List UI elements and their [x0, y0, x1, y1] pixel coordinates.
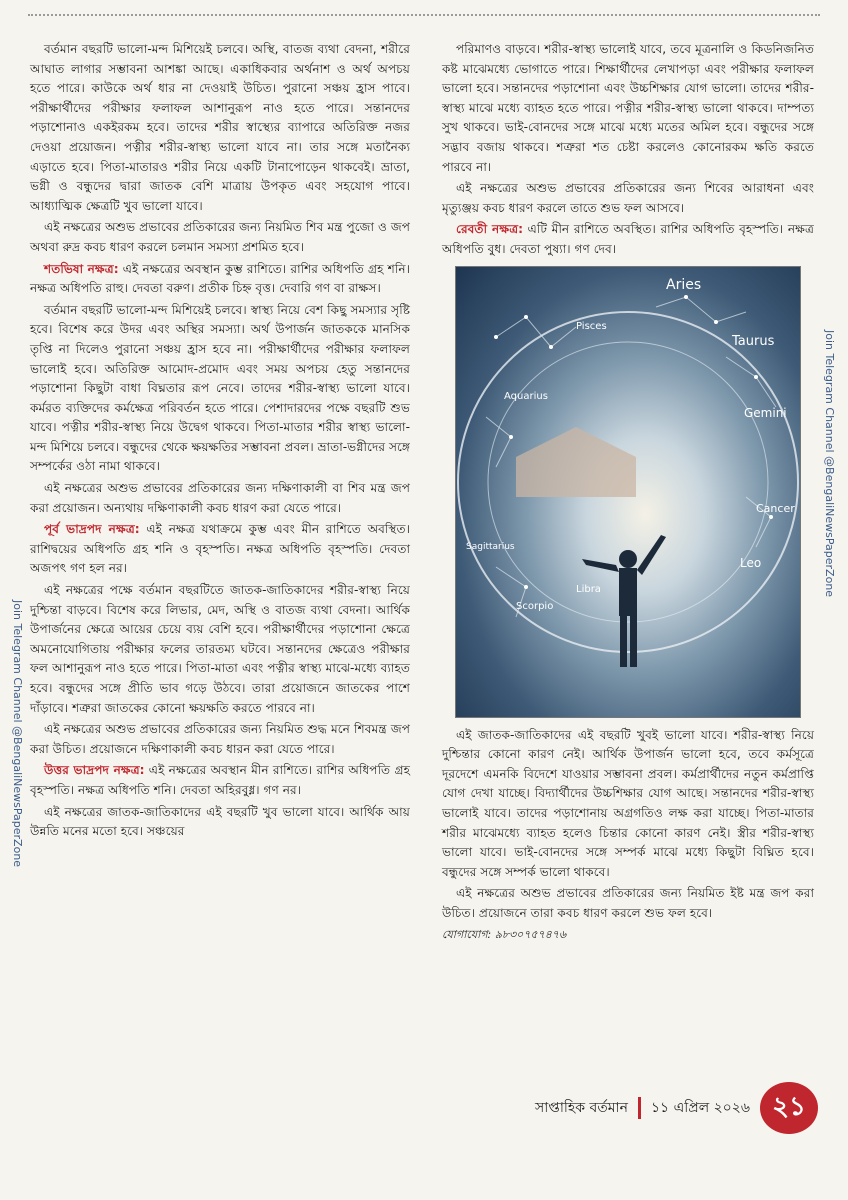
magazine-name: সাপ্তাহিক বর্তমান [535, 1100, 628, 1116]
paragraph-text: এই নক্ষত্রের অবস্থান মীন রাশিতে। রাশির অধিপতি গ্রহ বৃহস্পতি। নক্ষত্র অধিপতি শনি। দেবতা অহিরবুধ্ন। গণ নর। [30, 763, 410, 797]
zodiac-art [456, 267, 800, 717]
label-taurus: Taurus [732, 333, 775, 349]
paragraph [30, 520, 410, 579]
silhouette-person [582, 535, 666, 667]
paragraph: বর্তমান বছরটি ভালো-মন্দ মিশিয়েই চলবে। স্বাস্থ্য নিয়ে বেশ কিছু সমস্যার সৃষ্টি হবে। বিশেষ করে উদর এবং অস্থির সমস্যা। অর্থ উপার্জন জাতককে মানসিক তৃপ্তি না দিলেও পুরানো সঞ্চয় হ্রাস হবে না। পরীক্ষার্থীদের পরীক্ষার ফলাফল ভালোই হবে। অতিরিক্ত আমোদ-প্রমোদ এবং সময় অপচয় হেতু সন্তানদের পড়াশোনা কিছুটা বাধা বিঘ্নতার রূপ নেবে। তাদের শরীর-স্বাস্থ্য ভালো যাবে। কর্মরত ব্যক্তিদের কর্মক্ষেত্র পরিবর্তন হতে পারে। পেশাদারদের পক্ষে বছরটি শুভ যাবে। পত্নীর শরীর-স্বাস্থ্য নিয়ে উদ্বেগ থাকবে। পিতা-মাতার শরীর স্বাস্থ্য ভালো-মন্দ মিশিয়ে চলবে। বন্ধুদের থেকে ক্ষয়ক্ষতির সম্ভাবনা প্রবল। ভ্রাতা-ভগ্নীদের সঙ্গে সম্পর্কের ওঠা নামা থাকবে। [30, 302, 410, 474]
paragraph: বর্তমান বছরটি ভালো-মন্দ মিশিয়েই চলবে। অস্থি, বাতজ ব্যথা বেদনা, শরীরে আঘাত লাগার সম্ভাবনা আশঙ্কা আছে। একাধিকবার অর্থনাশ ও অর্থ অপচয় হতে পারে। কাউকে অর্থ ধার না দেওয়াই উচিত। পুরানো সঞ্চয় হ্রাস পাবে। পরীক্ষার্থীদের পরীক্ষার ফলাফল আশানুরূপ নাও হতে পারে। সন্তানদের পড়াশোনাও একইরকম হবে। তাদের শরীর স্বাস্থ্যের ব্যাপারে অতিরিক্ত নজর দেওয়া প্রয়োজন। পত্নীর শরীর-স্বাস্থ্য ভালো যাবে না। তার সঙ্গে মতানৈক্য এড়াতে হবে। পিতা-মাতারও শরীর নিয়ে একটি টানাপোড়েন থাকবেই। ভ্রাতা, ভগ্নী ও বন্ধুদের দ্বারা জাতক বেশি মাত্রায় উপকৃত এবং সহযোগ পাবে। আধ্যাত্মিক ক্ষেত্রটি খুব ভালো যাবে। [30, 42, 411, 213]
subheading-purva-bhadrapada: পূর্ব ভাদ্রপদ নক্ষত্র: [44, 522, 140, 537]
paragraph-text: এটি মীন রাশিতে অবস্থিত। রাশির অধিপতি বৃহস্পতি। নক্ষত্র অধিপতি বুধ। দেবতা পুষ্যা। গণ দেব। [442, 222, 814, 256]
side-watermark-left: Join Telegram Channel @BengaliNewsPaperZone [11, 600, 24, 868]
paragraph [442, 220, 814, 259]
paragraph: এই নক্ষত্রের অশুভ প্রভাবের প্রতিকারের জন্য শিবের আরাধনা এবং মৃত্যুঞ্জয় কবচ ধারণ করলে তাতে শুভ ফল আসবে। [442, 181, 814, 215]
side-watermark-right: Join Telegram Channel @BengaliNewsPaperZone [823, 330, 836, 598]
paragraph-text: এই নক্ষত্র যথাক্রমে কুম্ভ এবং মীন রাশিতে অবস্থিত। রাশিদ্বয়ের অধিপতি গ্রহ শনি ও বৃহস্পতি। নক্ষত্র অধিপতি বৃহস্পতি। দেবতা অজপৎ গণ হল নর। [30, 522, 410, 576]
paragraph: এই জাতক-জাতিকাদের এই বছরটি খুবই ভালো যাবে। শরীর-স্বাস্থ্য নিয়ে দুশ্চিন্তার কোনো কারণ নেই। আর্থিক উপার্জন ভালো হবে, তবে কর্মসূত্রে দূরদেশে এমনকি বিদেশে যাওয়ার সম্ভাবনা প্রবল। কর্মপ্রার্থীদের নতুন কর্মপ্রাপ্তি যোগ দেখা যাচ্ছে। বিদ্যার্থীদের উচ্চশিক্ষার যোগ আছে। সন্তানদের শরীর-স্বাস্থ্য ভালোই যাবে। তাদের পড়াশোনায় অগ্রগতিও লক্ষ করা যাচ্ছে। পিতা-মাতার শরীর মাঝেমধ্যে ব্যাহত হলেও চিন্তার কোনো কারণ নেই। স্ত্রীর শরীর-স্বাস্থ্য ভালো যাবে। ভাই-বোনদের সঙ্গে সম্পর্ক মাঝে মধ্যে কিছুটা বিঘ্নিত হবে। বন্ধুদের সঙ্গে সম্পর্ক ভালো থাকবে। [442, 727, 814, 879]
subheading-uttara-bhadrapada: উত্তর ভাদ্রপদ নক্ষত্র: [44, 763, 145, 778]
subheading-revati: রেবতী নক্ষত্র: [456, 222, 524, 237]
zodiac-illustration [455, 266, 801, 718]
page-footer [535, 1082, 818, 1134]
page-number: ২১ [760, 1082, 818, 1134]
label-sagittarius: Sagittarius [466, 541, 515, 552]
paragraph [30, 761, 410, 800]
paragraph: এই নক্ষত্রের জাতক-জাতিকাদের এই বছরটি খুব ভালো যাবে। আর্থিক আয় উন্নতি মনের মতো হবে। সঞ্চয়ের [30, 804, 410, 839]
paragraph: এই নক্ষত্রের পক্ষে বর্তমান বছরটিতে জাতক-জাতিকাদের শরীর-স্বাস্থ্য নিয়ে দুশ্চিন্তা বাড়বে। বিশেষ করে লিভার, মেদ, অস্থি ও বাতজ ব্যথা বেদনা। আর্থিক উপার্জনের ক্ষেত্রে আয়ের চেয়ে ব্যয় বেশি হবে। পরীক্ষার্থীদের পড়াশোনা ক্ষেত্রে অমনোযোগিতায় পরীক্ষার ফলের তারতম্য ঘটবে। সন্তানদের ক্ষেত্রেও পরীক্ষার ফল আশানুরূপ নাও হতে পারে। পিতা-মাতা এবং পত্নীর স্বাস্থ্য মাঝে-মধ্যে ব্যাহত হবে। বন্ধুদের সঙ্গে প্রীতি ভাব গড়ে উঠবে। তারা প্রয়োজনে জাতকের পাশে দাঁড়াবে। শত্রুরা জাতকের কোনো ক্ষয়ক্ষতি করতে পারবে না। [30, 583, 410, 715]
label-scorpio: Scorpio [516, 600, 554, 612]
paragraph: এই নক্ষত্রের অশুভ প্রভাবের প্রতিকারের জন্য দক্ষিণাকালী বা শিব মন্ত্র জপ করা প্রয়োজন। অন্যথায় দক্ষিণাকালী কবচ ধারণ করা যেতে পারে। [30, 481, 410, 515]
label-leo: Leo [740, 555, 762, 570]
left-column [30, 40, 410, 844]
right-column [442, 40, 814, 945]
paragraph: পরিমাণও বাড়বে। শরীর-স্বাস্থ্য ভালোই যাবে, তবে মূত্রনালি ও কিডনিজনিত কষ্ট মাঝেমধ্যে ভোগাতে পারে। শিক্ষার্থীদের লেখাপড়া এবং পরীক্ষার ফলাফল ভালো হবে। সন্তানদের পড়াশোনা এবং উচ্চশিক্ষার যোগ ভালো। তাদের শরীর-স্বাস্থ্য মাঝে মধ্যে ব্যাহত হতে পারে। পত্নীর শরীর-স্বাস্থ্য ভালো থাকবে। দাম্পত্য সুখ থাকবে। ভাই-বোনদের সঙ্গে মাঝে মধ্যে মতের অমিল হবে। বন্ধুদের সঙ্গে সদ্ভাব বজায় থাকবে। শত্রুরা শত চেষ্টা করলেও কোনোরকম ক্ষতি করতে পারবে না। [442, 42, 814, 174]
paragraph: এই নক্ষত্রের অশুভ প্রভাবের প্রতিকারের জন্য নিয়মিত ইষ্ট মন্ত্র জপ করা উচিত। প্রয়োজনে তারা কবচ ধারণ করলে শুভ ফল হবে। [442, 886, 814, 920]
label-gemini: Gemini [744, 405, 787, 420]
paragraph-text: এই নক্ষত্রের অবস্থান কুম্ভ রাশিতে। রাশির অধিপতি গ্রহ শনি। নক্ষত্র অধিপতি রাহু। দেবতা বরুণ। প্রতীক চিহ্ন বৃত্ত। দেবারি গণ বা রাক্ষস। [30, 261, 410, 296]
label-cancer: Cancer [756, 501, 795, 515]
label-pisces: Pisces [576, 320, 607, 332]
label-aquarius: Aquarius [504, 390, 548, 402]
paragraph: এই নক্ষত্রের অশুভ প্রভাবের প্রতিকারের জন্য নিয়মিত শুদ্ধ মনে শিবমন্ত্র জপ করা উচিত। প্রয়োজনে দক্ষিণাকালী কবচ ধারন করা যেতে পারে। [30, 722, 410, 756]
top-divider [28, 14, 820, 16]
paragraph [30, 260, 410, 299]
contact-number: যোগাযোগ: ৯৮৩০৭৫৭৪৭৬ [442, 928, 567, 942]
footer-divider [638, 1097, 641, 1119]
subheading-shatabhisha: শতভিষা নক্ষত্র: [44, 261, 119, 276]
house-shape [516, 427, 636, 497]
issue-date: ১১ এপ্রিল ২০২৬ [650, 1100, 750, 1116]
label-libra: Libra [576, 583, 601, 595]
paragraph: এই নক্ষত্রের অশুভ প্রভাবের প্রতিকারের জন্য নিয়মিত শিব মন্ত্র পুজো ও জপ অথবা রুদ্র কবচ ধারণ করলে চলমান সমস্যা প্রশমিত হবে। [30, 220, 410, 254]
label-aries: Aries [666, 276, 702, 293]
